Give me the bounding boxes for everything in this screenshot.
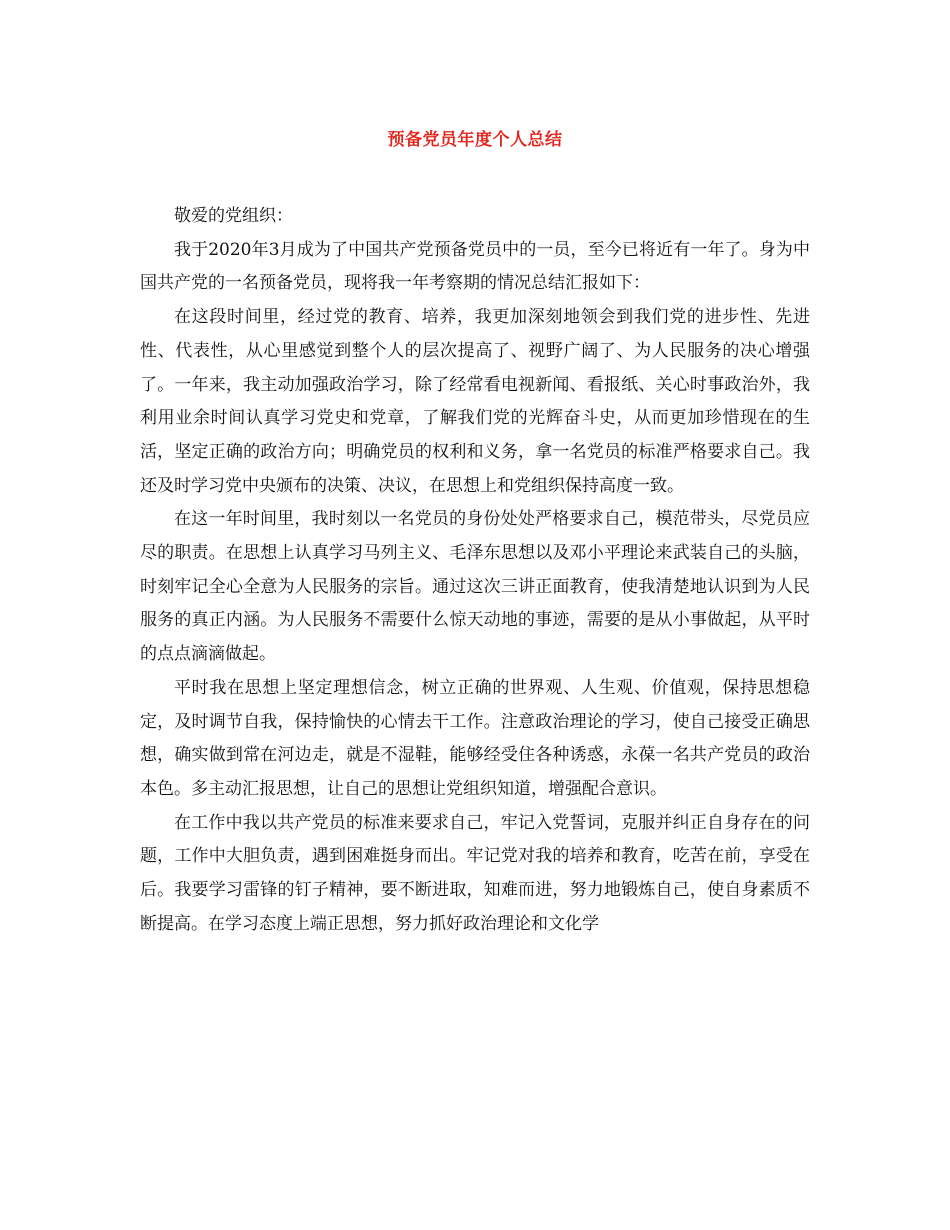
salutation: 敬爱的党组织： — [174, 206, 293, 226]
document-title: 预备党员年度个人总结 — [387, 130, 563, 150]
document-body — [140, 200, 810, 941]
paragraph-3: 在这一年时间里，我时刻以一名党员的身份处处严格要求自己，模范带头，尽党员应尽的职责。在思想上认真学习马列主义、毛泽东思想以及邓小平理论来武装自己的头脑，时刻牢记全心全意为人民服务的宗旨。通过这次三讲正面教育，使我清楚地认识到为人民服务的真正内涵。为人民服务不需要什么惊天动地的事迹，需要的是从小事做起，从平时的点点滴滴做起。 — [140, 509, 810, 665]
paragraph-5: 在工作中我以共产党员的标准来要求自己，牢记入党誓词，克服并纠正自身存在的问题，工作中大胆负责，遇到困难挺身而出。牢记党对我的培养和教育，吃苦在前，享受在后。我要学习雷锋的钉子精神，要不断进取，知难而进，努力地锻炼自己，使自身素质不断提高。在学习态度上端正思想，努力抓好政治理论和文化学 — [140, 812, 810, 934]
paragraph-2: 在这段时间里，经过党的教育、培养，我更加深刻地领会到我们党的进步性、先进性、代表性，从心里感觉到整个人的层次提高了、视野广阔了、为人民服务的决心增强了。一年来，我主动加强政治学习，除了经常看电视新闻、看报纸、关心时事政治外，我利用业余时间认真学习党史和党章，了解我们党的光辉奋斗史，从而更加珍惜现在的生活，坚定正确的政治方向；明确党员的权利和义务，拿一名党员的标准严格要求自己。我还及时学习党中央颁布的决策、决议，在思想上和党组织保持高度一致。 — [140, 307, 810, 496]
paragraph-1: 我于2020年3月成为了中国共产党预备党员中的一员，至今已将近有一年了。身为中国共产党的一名预备党员，现将我一年考察期的情况总结汇报如下： — [140, 239, 810, 294]
paragraph-4: 平时我在思想上坚定理想信念，树立正确的世界观、人生观、价值观，保持思想稳定，及时调节自我，保持愉快的心情去干工作。注意政治理论的学习，使自己接受正确思想，确实做到常在河边走，就是不湿鞋，能够经受住各种诱惑，永葆一名共产党员的政治本色。多主动汇报思想，让自己的思想让党组织知道，增强配合意识。 — [140, 677, 810, 799]
